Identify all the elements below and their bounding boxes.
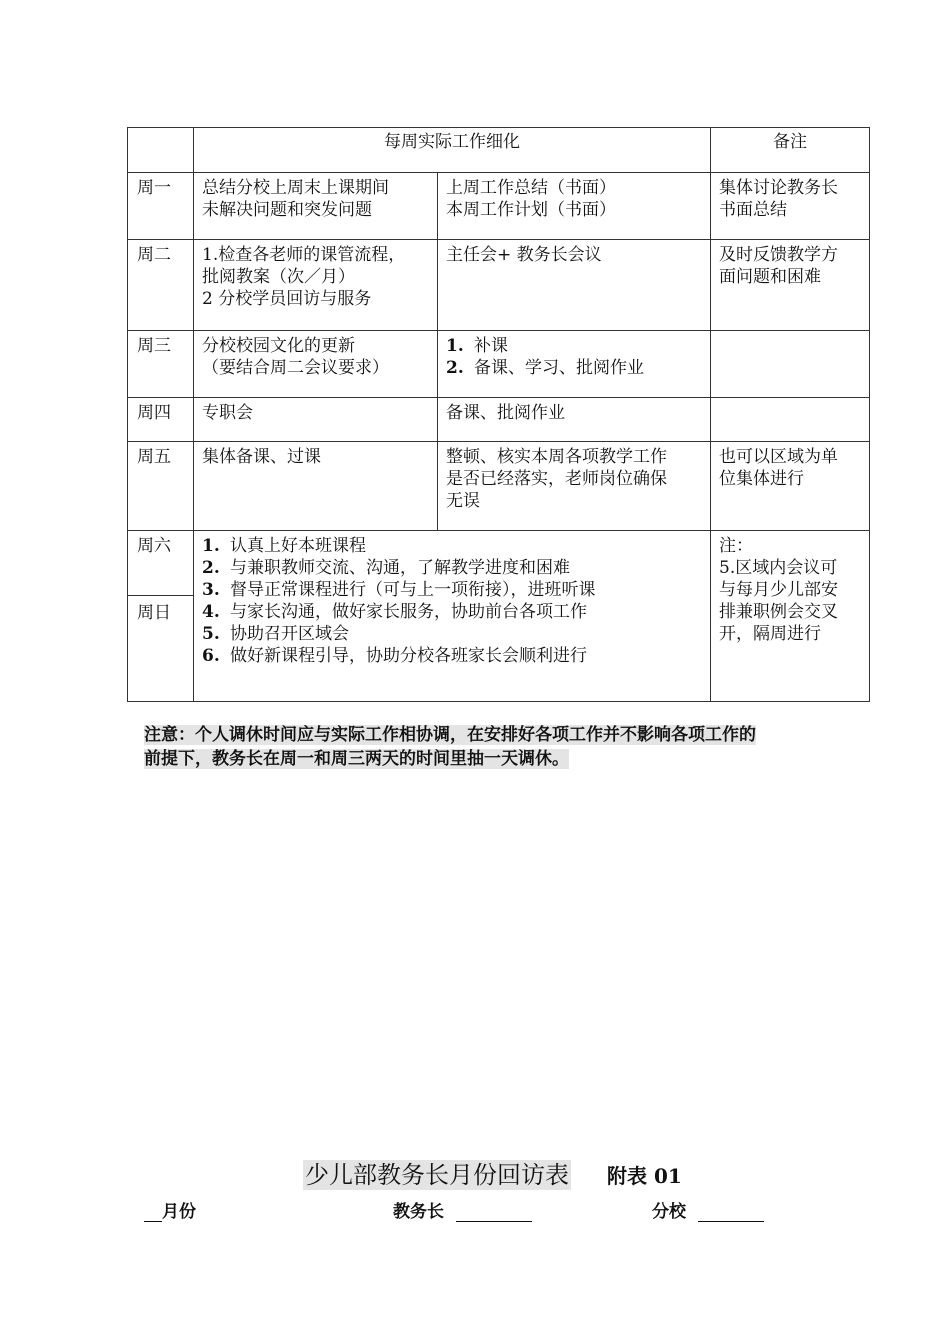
- cell-line: 本周工作计划（书面）: [446, 200, 616, 220]
- table-row-weekend: [128, 531, 870, 702]
- item-text: 做好新课程引导，协助分校各班家长会顺利进行: [230, 646, 587, 666]
- item-number: 6.: [202, 646, 220, 666]
- item-text: 与兼职教师交流、沟通，了解教学进度和困难: [230, 558, 570, 578]
- cell-line: 总结分校上周末上课期间: [202, 178, 389, 198]
- item-text: 认真上好本班课程: [230, 536, 366, 556]
- item-text: 备课、学习、批阅作业: [474, 358, 644, 378]
- table-row-tuesday: [128, 240, 870, 331]
- remark-cell: [711, 173, 870, 240]
- item-number: 1.: [202, 536, 220, 556]
- cell-line: 开，隔周进行: [719, 624, 821, 644]
- table-row-wednesday: [128, 331, 870, 398]
- item-text: 协助召开区域会: [230, 624, 349, 644]
- list-item: [202, 601, 702, 623]
- item-text: 与家长沟通，做好家长服务，协助前台各项工作: [230, 602, 587, 622]
- cell-line: 集体讨论教务长: [719, 178, 838, 198]
- branch-field: [652, 1197, 764, 1222]
- day-label: 周三: [128, 331, 194, 398]
- cell-line: 及时反馈教学方: [719, 245, 838, 265]
- cell-line: 专职会: [202, 403, 253, 423]
- cell-line: 注：: [719, 536, 753, 556]
- cell-line: 5.区域内会议可: [719, 558, 838, 578]
- cell-line: 位集体进行: [719, 469, 804, 489]
- header-empty-cell: [128, 128, 194, 173]
- cell-line: 集体备课、过课: [202, 447, 321, 467]
- list-item: [202, 557, 702, 579]
- cell-line: 批阅教案（次／月）: [202, 267, 355, 287]
- month-field: [144, 1197, 196, 1222]
- director-field: [393, 1197, 532, 1222]
- task-cell: [194, 173, 438, 240]
- day-label: 周二: [128, 240, 194, 331]
- day-label: 周四: [128, 398, 194, 442]
- cell-line: 未解决问题和突发问题: [202, 200, 372, 220]
- cell-line: 分校校园文化的更新: [202, 336, 355, 356]
- day-label: 周一: [128, 173, 194, 240]
- form-title-row: [303, 1155, 682, 1190]
- month-blank[interactable]: [144, 1203, 162, 1222]
- task-cell: [438, 398, 711, 442]
- cell-line: 面问题和困难: [719, 267, 821, 287]
- task-cell: [438, 331, 711, 398]
- item-number: 5.: [202, 624, 220, 644]
- weekend-task-cell: [194, 531, 711, 702]
- cell-line: [446, 335, 702, 357]
- cell-line: （要结合周二会议要求）: [202, 358, 389, 378]
- remark-cell: [711, 442, 870, 531]
- day-label-sunday: 周日: [137, 603, 171, 623]
- item-number: 4.: [202, 602, 220, 622]
- item-number: 3.: [202, 580, 220, 600]
- cell-line: 无误: [446, 491, 480, 511]
- note-line: 注意：个人调休时间应与实际工作相协调，在安排好各项工作并不影响各项工作的: [144, 725, 756, 745]
- remark-cell: [711, 531, 870, 702]
- list-item: [202, 645, 702, 667]
- form-title: 少儿部教务长月份回访表: [305, 1161, 569, 1189]
- item-number: 2.: [202, 558, 220, 578]
- rest-day-note: [144, 723, 856, 771]
- list-item: [202, 623, 702, 645]
- month-label: 月份: [162, 1202, 196, 1222]
- remark-cell: [711, 398, 870, 442]
- task-cell: [438, 442, 711, 531]
- cell-line: 主任会+ 教务长会议: [446, 245, 602, 265]
- cell-line: 1.检查各老师的课管流程，: [202, 245, 406, 265]
- weekly-schedule-table: [127, 127, 870, 702]
- cell-line: 是否已经落实，老师岗位确保: [446, 469, 667, 489]
- weekend-day-cell: [128, 531, 194, 702]
- director-blank[interactable]: [456, 1203, 532, 1222]
- cell-line: 与每月少儿部安: [719, 580, 838, 600]
- cell-line: 2 分校学员回访与服务: [202, 289, 372, 309]
- task-cell: [194, 331, 438, 398]
- branch-blank[interactable]: [698, 1203, 764, 1222]
- header-detail: 每周实际工作细化: [194, 128, 711, 173]
- cell-line: [446, 357, 702, 379]
- day-label: 周五: [128, 442, 194, 531]
- day-label-saturday: 周六: [137, 536, 171, 556]
- remark-cell: [711, 240, 870, 331]
- task-cell: [438, 173, 711, 240]
- table-row-thursday: [128, 398, 870, 442]
- item-number: 2.: [446, 358, 464, 378]
- note-line: 前提下，教务长在周一和周三两天的时间里抽一天调休。: [144, 749, 569, 769]
- item-text: 督导正常课程进行（可与上一项衔接），进班听课: [230, 580, 596, 600]
- cell-line: 排兼职例会交叉: [719, 602, 838, 622]
- task-cell: [194, 240, 438, 331]
- weekend-task-list: [202, 535, 702, 667]
- cell-line: 上周工作总结（书面）: [446, 178, 616, 198]
- item-number: 1.: [446, 336, 464, 356]
- remark-cell: [711, 331, 870, 398]
- table-header-row: [128, 128, 870, 173]
- task-cell: [194, 398, 438, 442]
- table-row-monday: [128, 173, 870, 240]
- header-remarks: 备注: [711, 128, 870, 173]
- branch-label: 分校: [652, 1202, 686, 1222]
- item-text: 补课: [474, 336, 508, 356]
- table-row-friday: [128, 442, 870, 531]
- task-cell: [194, 442, 438, 531]
- director-label: 教务长: [393, 1202, 444, 1222]
- cell-line: 也可以区域为单: [719, 447, 838, 467]
- cell-line: 书面总结: [719, 200, 787, 220]
- cell-line: 备课、批阅作业: [446, 403, 565, 423]
- list-item: [202, 579, 702, 601]
- cell-line: 整顿、核实本周各项教学工作: [446, 447, 667, 467]
- day-divider: [128, 595, 193, 596]
- appendix-label: 附表 01: [607, 1164, 682, 1188]
- list-item: [202, 535, 702, 557]
- task-cell: [438, 240, 711, 331]
